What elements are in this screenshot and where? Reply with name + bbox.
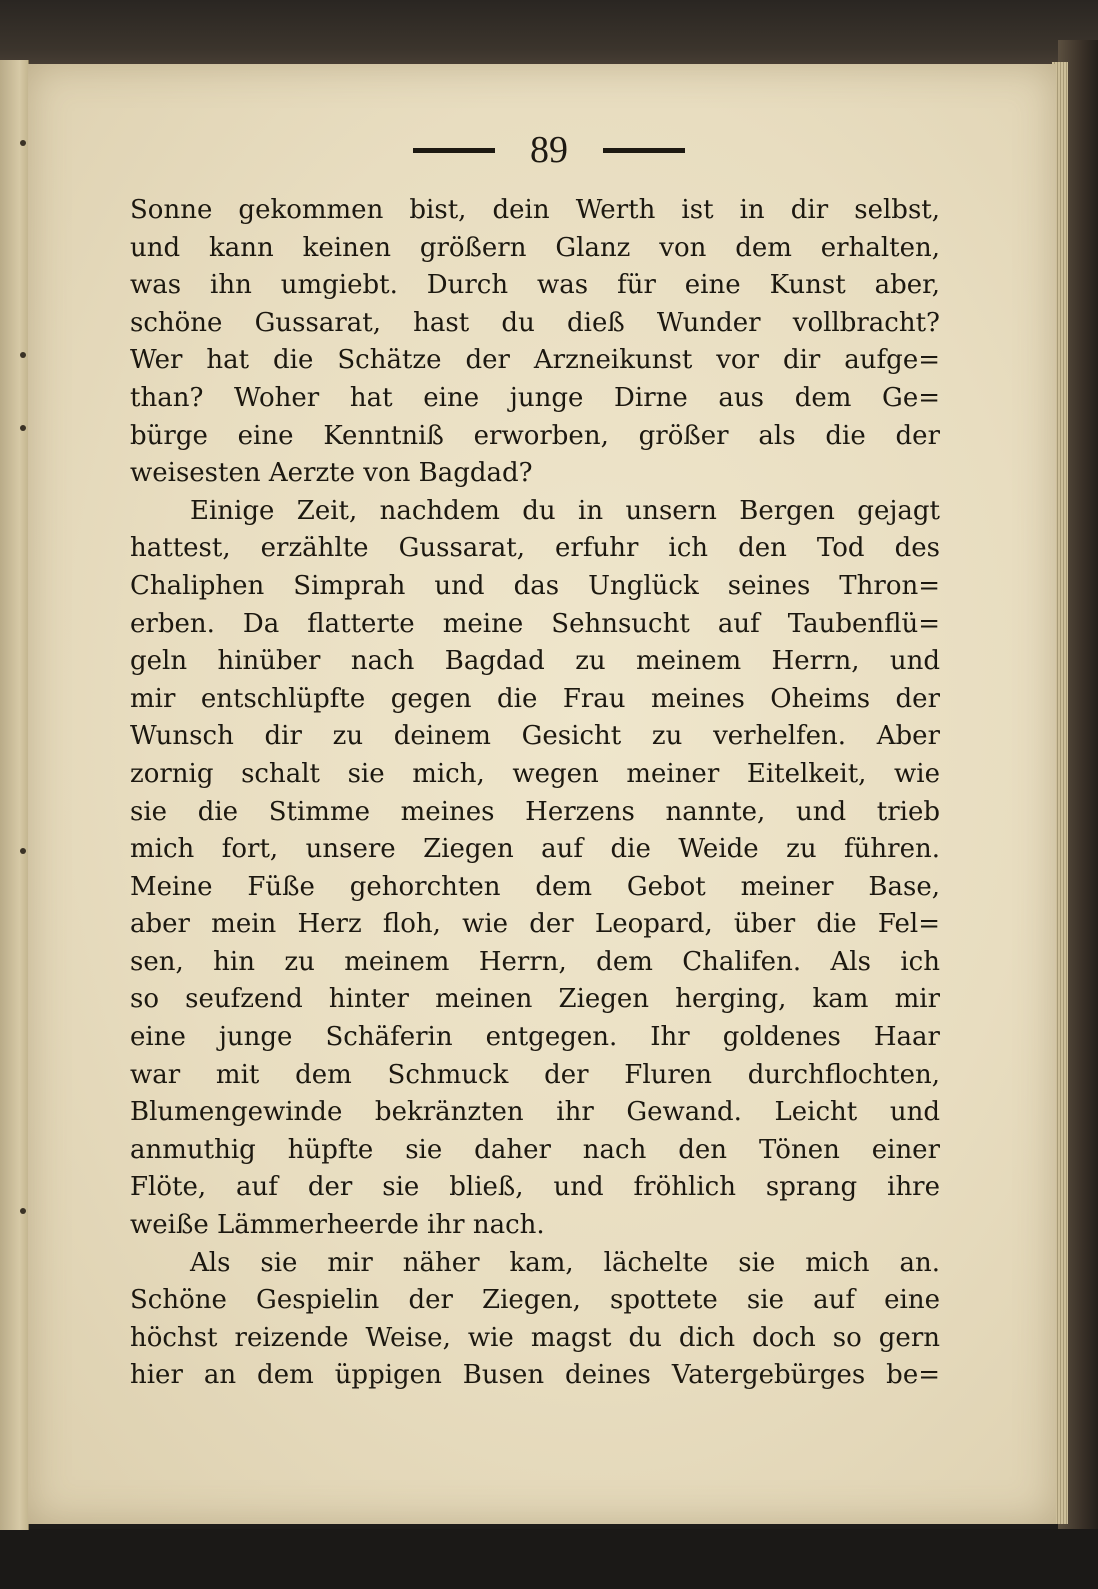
body-text: [130, 192, 940, 1395]
text-line: bürge eine Kenntniß erworben, größer als die der: [130, 420, 940, 451]
text-line: Meine Füße gehorchten dem Gebot meiner Base,: [130, 871, 940, 902]
text-line: Als sie mir näher kam, lächelte sie mich an.: [190, 1247, 940, 1278]
text-line: hattest, erzählte Gussarat, erfuhr ich den Tod des: [130, 533, 940, 564]
text-line: Chaliphen Simprah und das Unglück seines Thron=: [130, 570, 940, 601]
header-rule-right: [603, 148, 685, 153]
text-line: und kann keinen größern Glanz von dem erhalten,: [130, 232, 940, 263]
text-line: schöne Gussarat, hast du dieß Wunder vollbracht?: [130, 307, 940, 338]
margin-mark: [20, 352, 26, 358]
text-line: hier an dem üppigen Busen deines Vatergebürges be=: [130, 1360, 940, 1391]
text-line: erben. Da flatterte meine Sehnsucht auf Taubenflü=: [130, 608, 940, 639]
book-cover-top: [0, 0, 1098, 70]
page-header: [0, 128, 1098, 172]
header-rule-left: [413, 148, 495, 153]
margin-mark: [20, 848, 26, 854]
margin-mark: [20, 425, 26, 431]
text-line: zornig schalt sie mich, wegen meiner Eitelkeit, wie: [130, 758, 940, 789]
text-line: eine junge Schäferin entgegen. Ihr goldenes Haar: [130, 1022, 940, 1053]
page-number: 89: [530, 129, 568, 171]
text-line: was ihn umgiebt. Durch was für eine Kunst aber,: [130, 270, 940, 301]
text-line: sie die Stimme meines Herzens nannte, und trieb: [130, 796, 940, 827]
text-line: than? Woher hat eine junge Dirne aus dem Ge=: [130, 382, 940, 413]
text-line: mir entschlüpfte gegen die Frau meines Oheims der: [130, 683, 940, 714]
text-line: Wunsch dir zu deinem Gesicht zu verhelfen. Aber: [130, 721, 940, 752]
text-line: Flöte, auf der sie bließ, und fröhlich sprang ihre: [130, 1172, 940, 1203]
text-line: Schöne Gespielin der Ziegen, spottete sie auf eine: [130, 1285, 940, 1316]
margin-mark: [20, 1208, 26, 1214]
left-page-edge: [0, 60, 29, 1530]
text-line: war mit dem Schmuck der Fluren durchflochten,: [130, 1059, 940, 1090]
text-line: aber mein Herz floh, wie der Leopard, über die Fel=: [130, 909, 940, 940]
text-line: weiße Lämmerheerde ihr nach.: [130, 1210, 545, 1241]
book-cover-bottom: [0, 1529, 1098, 1589]
text-line: geln hinüber nach Bagdad zu meinem Herrn, und: [130, 646, 940, 677]
text-line: sen, hin zu meinem Herrn, dem Chalifen. Als ich: [130, 946, 940, 977]
text-line: höchst reizende Weise, wie magst du dich doch so gern: [130, 1322, 940, 1353]
text-line: mich fort, unsere Ziegen auf die Weide zu führen.: [130, 834, 940, 865]
text-line: Sonne gekommen bist, dein Werth ist in dir selbst,: [130, 195, 940, 225]
text-line: weisesten Aerzte von Bagdad?: [130, 458, 533, 489]
text-line: Wer hat die Schätze der Arzneikunst vor dir aufge=: [130, 345, 940, 376]
text-line: Einige Zeit, nachdem du in unsern Bergen gejagt: [190, 495, 940, 526]
text-line: anmuthig hüpfte sie daher nach den Tönen einer: [130, 1134, 940, 1165]
text-line: so seufzend hinter meinen Ziegen herging, kam mir: [130, 984, 940, 1015]
text-line: Blumengewinde bekränzten ihr Gewand. Leicht und: [130, 1097, 940, 1128]
